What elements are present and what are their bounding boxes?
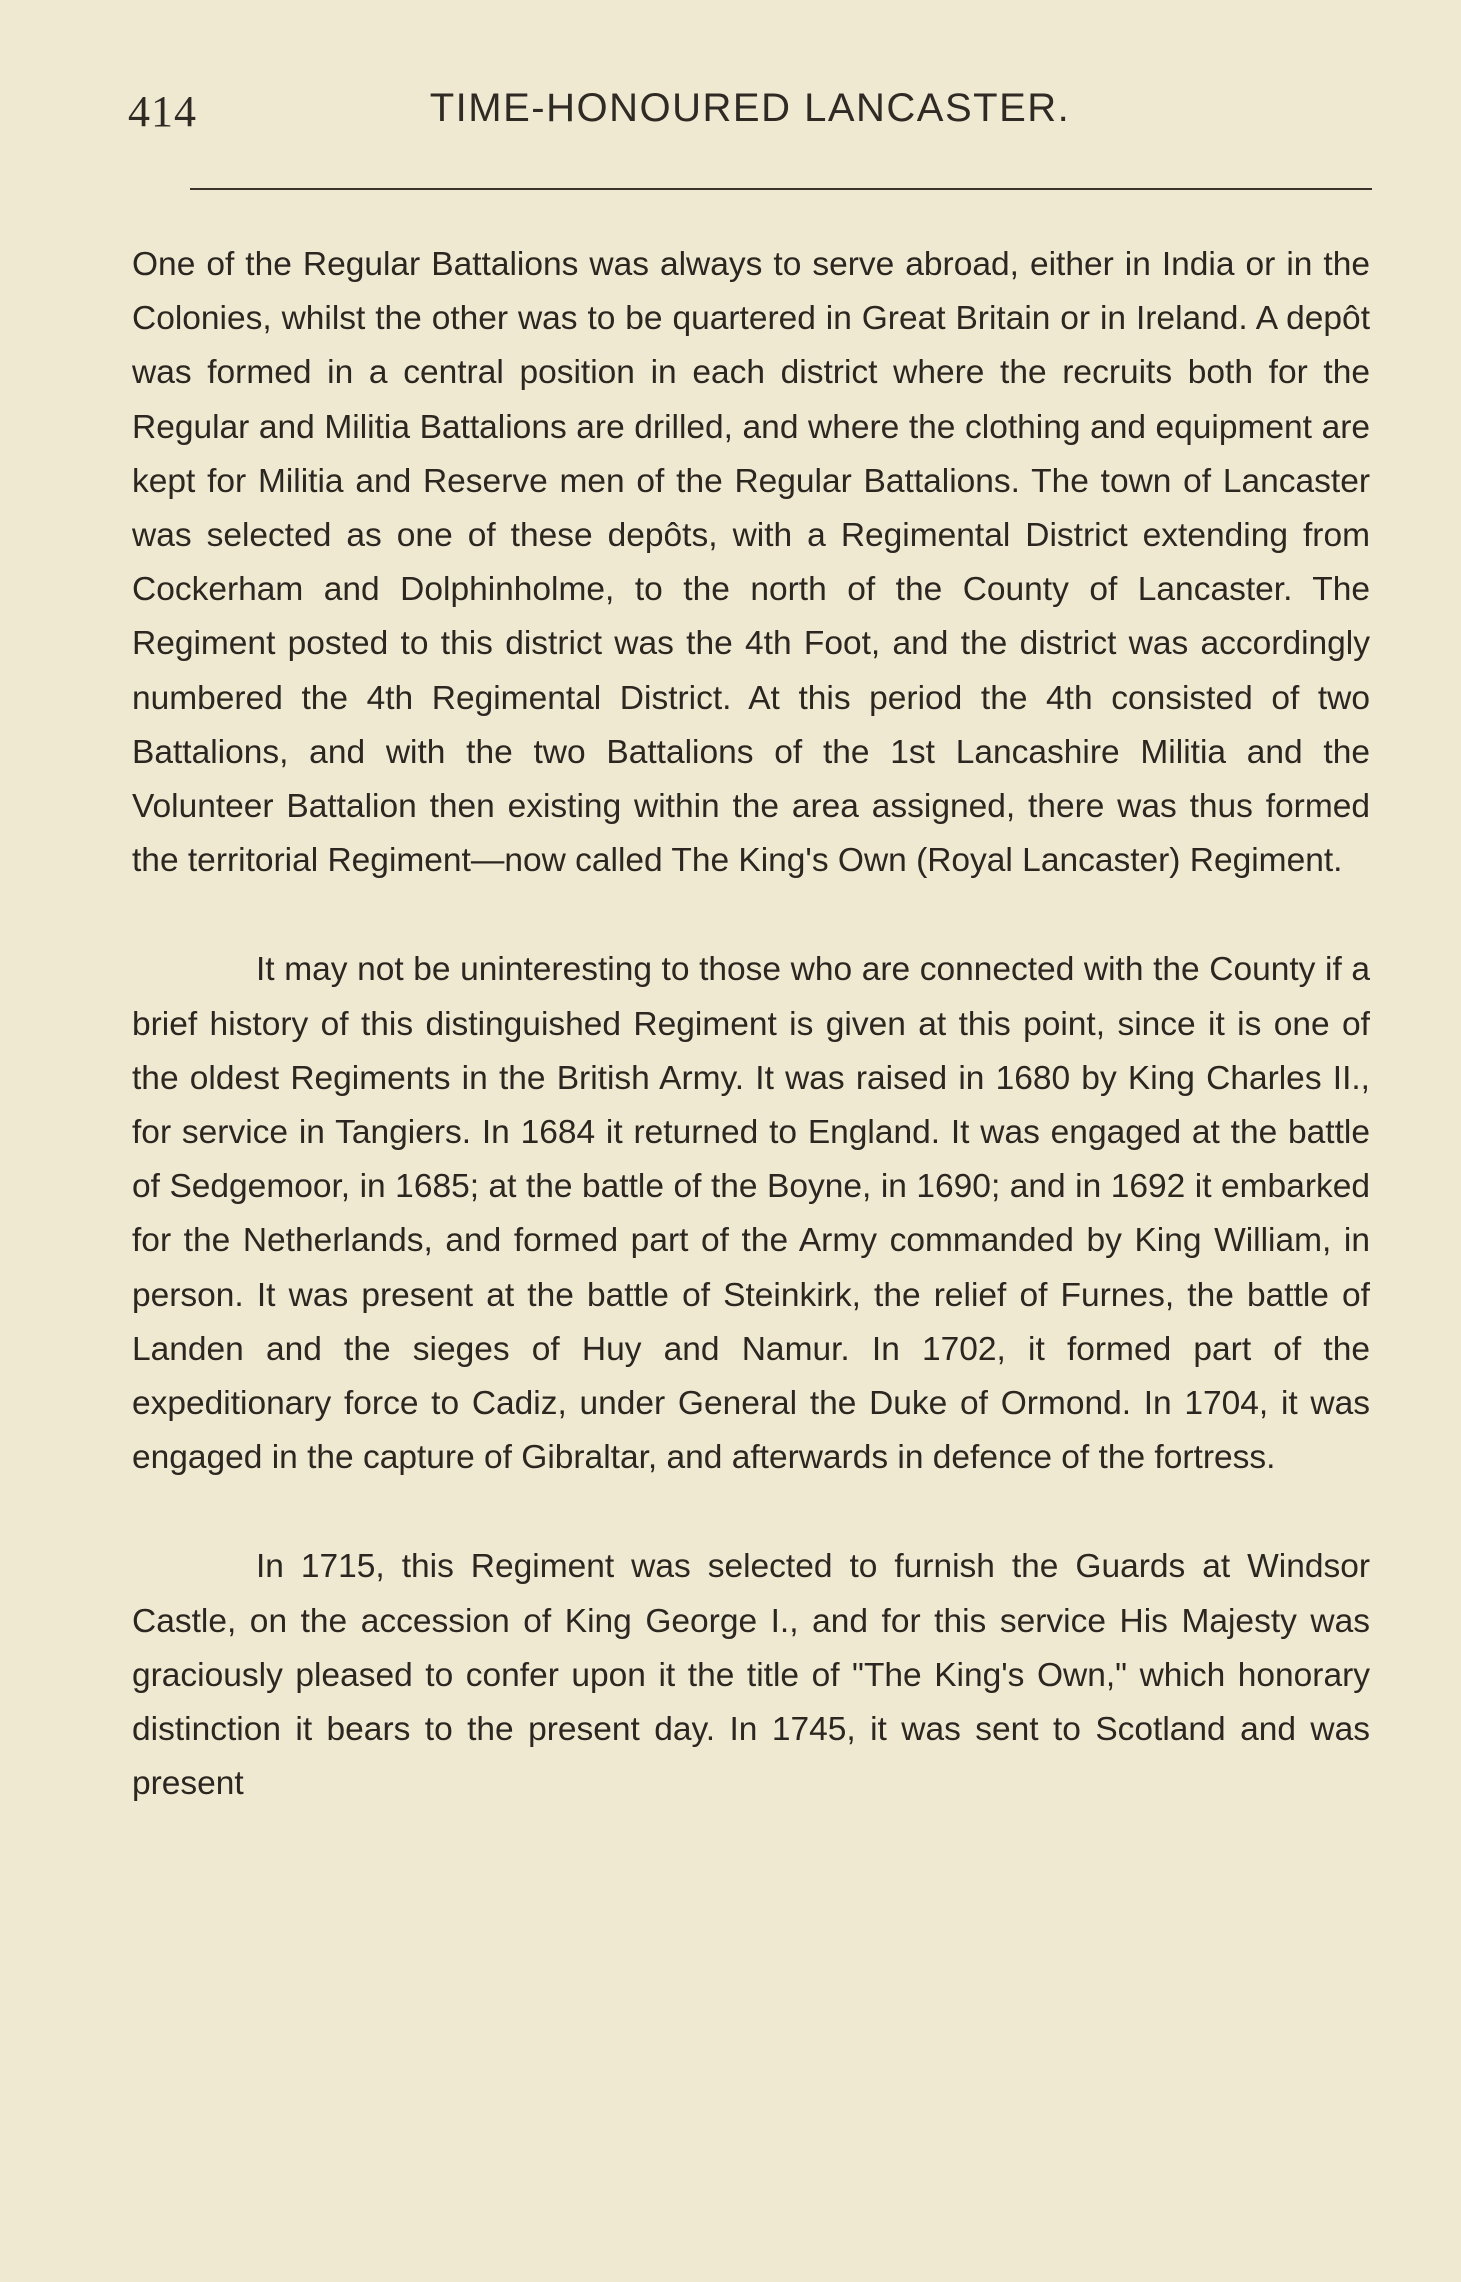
paragraph: It may not be uninteresting to those who are connected with the County if a brief history of this distinguished Regiment is given at this point, since it is one of the oldest Regiments in the British Army. It was raised in 1680 by King Charles II., for service in Tangiers. In 1684 it returned to England. It was engaged at the battle of Sedgemoor, in 1685; at the battle of the Boyne, in 1690; and in 1692 it embarked for the Netherlands, and formed part of the Army commanded by King William, in person. It was present at the battle of Steinkirk, the relief of Furnes, the battle of Landen and the sieges of Huy and Namur. In 1702, it formed part of the expeditionary force to Cadiz, under General the Duke of Ormond. In 1704, it was engaged in the capture of Gibraltar, and afterwards in defence of the fortress. (132, 951, 1370, 1477)
body-text (132, 238, 1370, 1811)
header-rule (190, 188, 1372, 190)
page-number: 414 (128, 87, 197, 136)
page-header (128, 78, 1372, 148)
running-title: TIME-HONOURED LANCASTER. (429, 86, 1071, 130)
paragraph: One of the Regular Battalions was always to serve abroad, either in India or in the Colonies, whilst the other was to be quartered in Great Britain or in Ireland. A depôt was formed in a central position in each district where the recruits both for the Regular and Militia Battalions are drilled, and where the clothing and equipment are kept for Militia and Reserve men of the Regular Battalions. The town of Lancaster was selected as one of these depôts, with a Regimental District extending from Cockerham and Dolphinholme, to the north of the County of Lancaster. The Regiment posted to this district was the 4th Foot, and the district was accordingly numbered the 4th Regimental District. At this period the 4th consisted of two Battalions, and with the two Battalions of the 1st Lancashire Militia and the Volunteer Battalion then existing within the area assigned, there was thus formed the territorial Regiment—now called The King's Own (Royal Lancaster) Regiment. (132, 246, 1370, 880)
paragraph: In 1715, this Regiment was selected to furnish the Guards at Windsor Castle, on the accession of King George I., and for this service His Majesty was graciously pleased to confer upon it the title of "The King's Own," which honorary distinction it bears to the present day. In 1745, it was sent to Scotland and was present (132, 1548, 1370, 1803)
